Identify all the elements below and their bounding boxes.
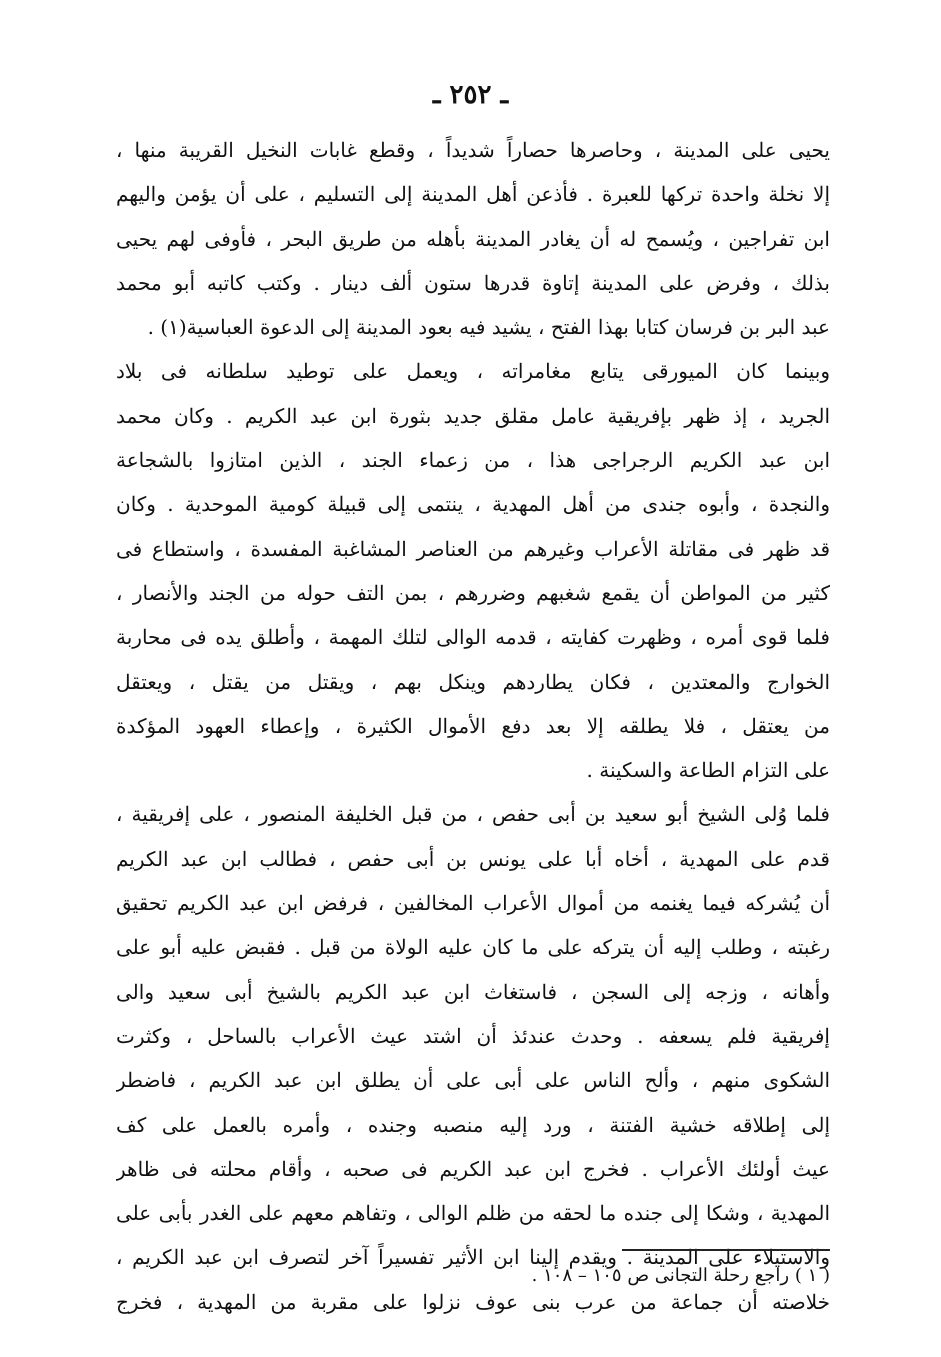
text-line: من يعتقل ، فلا يطلقه إلا بعد دفع الأموال الكثيرة ، وإعطاء العهود المؤكدة [116,713,830,738]
text-line: فلما وُلى الشيخ أبو سعيد بن أبى حفص ، من قبل الخليفة المنصور ، على إفريقية ، [116,802,830,827]
text-line: قد ظهر فى مقاتلة الأعراب وغيرهم من العناصر المشاغبة المفسدة ، واستطاع فى [116,536,830,561]
paragraph-2 [116,349,830,792]
text-line: وأهانه ، وزجه إلى السجن ، فاستغاث ابن عبد الكريم بالشيخ أبى سعيد والى [116,979,830,1004]
text-line: أن يُشركه فيما يغنمه من أموال الأعراب المخالفين ، فرفض ابن عبد الكريم تحقيق [116,891,830,916]
text-line: عبد البر بن فرسان كتابا بهذا الفتح ، يشيد فيه بعود المدينة إلى الدعوة العباسية(١) . [147,315,830,340]
text-line: ابن تفراجين ، ويُسمح له أن يغادر المدينة بأهله من طريق البحر ، فأوفى لهم يحيى [116,226,830,251]
text-line: خلاصته أن جماعة من عرب بنى عوف نزلوا على مقربة من المهدية ، فخرج [116,1289,830,1314]
text-line: الشكوى منهم ، وألح الناس على أبى على أن يطلق ابن عبد الكريم ، فاضطر [116,1068,830,1093]
text-line: إفريقية فلم يسعفه . وحدث عندئذ أن اشتد عيث الأعراب بالساحل ، وكثرت [116,1023,830,1048]
text-line: قدم على المهدية ، أخاه أبا على يونس بن أبى حفص ، فطالب ابن عبد الكريم [116,846,830,871]
footnote: ( ١ ) راجع رحلة التجانى ص ١٠٥ – ١٠٨ . [531,1265,830,1286]
text-line: بذلك ، وفرض على المدينة إتاوة قدرها ستون ألف دينار . وكتب كاتبه أبو محمد [116,270,830,295]
text-line: عيث أولئك الأعراب . فخرج ابن عبد الكريم فى صحبه ، وأقام محلته فى ظاهر [116,1156,830,1181]
text-line: فلما قوى أمره ، وظهرت كفايته ، قدمه الوالى لتلك المهمة ، وأطلق يده فى محاربة [116,625,830,650]
page-number: ـ ٢٥٢ ـ [432,80,509,110]
text-line: والنجدة ، وأبوه جندى من أهل المهدية ، ينتمى إلى قبيلة كومية الموحدية . وكان [116,492,830,517]
body-text [116,128,830,1324]
text-line: كثير من المواطن أن يقمع شغبهم وضررهم ، بمن التف حوله من الجند والأنصار ، [116,580,830,605]
text-line: ابن عبد الكريم الرجراجى هذا ، من زعماء الجند ، الذين امتازوا بالشجاعة [116,448,830,473]
text-line: المهدية ، وشكا إلى جنده ما لحقه من ظلم الوالى ، وتفاهم معهم على الغدر بأبى على [116,1201,830,1226]
text-line: الجريد ، إذ ظهر بإفريقية عامل مقلق جديد بثورة ابن عبد الكريم . وكان محمد [116,403,830,428]
text-line: إلى إطلاقه خشية الفتنة ، ورد إليه منصبه وجنده ، وأمره بالعمل على كف [116,1112,830,1137]
text-line: يحيى على المدينة ، وحاصرها حصاراً شديداً ، وقطع غابات النخيل القريبة منها ، [116,138,830,162]
paragraph-3 [116,792,830,1324]
text-line: إلا نخلة واحدة تركها للعبرة . فأذعن أهل المدينة إلى التسليم ، على أن يؤمن واليهم [116,182,830,207]
text-line: والاستيلاء على المدينة . ويقدم إلينا ابن الأثير تفسيراً آخر لتصرف ابن عبد الكريم ، [116,1245,830,1270]
text-line: الخوارج والمعتدين ، فكان يطاردهم وينكل بهم ، ويقتل من يقتل ، ويعتقل [116,669,830,694]
text-line: وبينما كان الميورقى يتابع مغامراته ، ويعمل على توطيد سلطانه فى بلاد [116,359,830,384]
footnote-divider [622,1249,830,1251]
paragraph-1 [116,128,830,349]
text-line: على التزام الطاعة والسكينة . [586,758,830,783]
text-line: رغبته ، وطلب إليه أن يتركه على ما كان عليه الولاة من قبل . فقبض عليه أبو على [116,935,830,960]
